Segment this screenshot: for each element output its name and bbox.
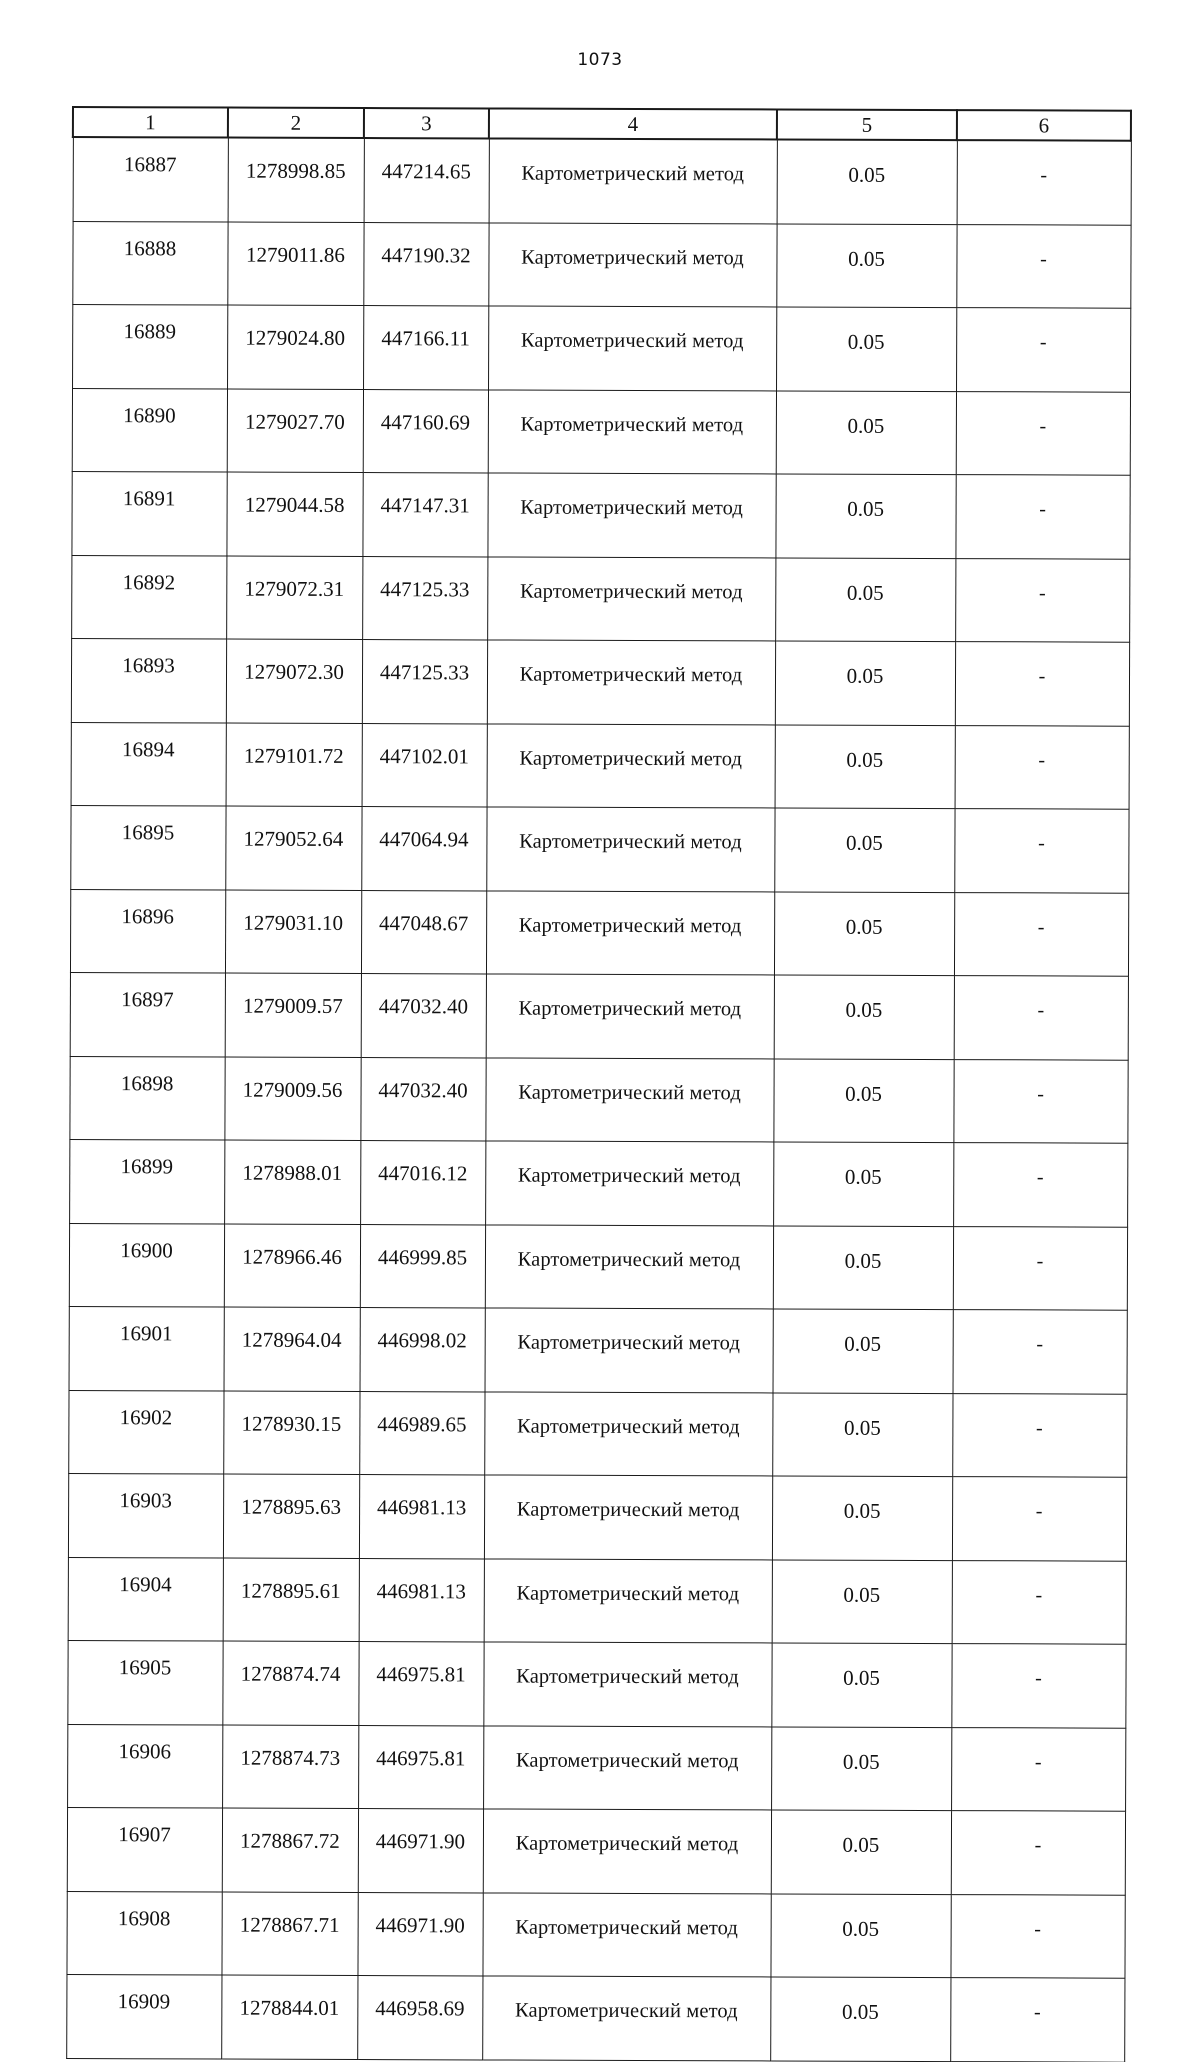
method-cell: Картометрический метод [485,1308,773,1393]
note-cell: - [955,642,1129,726]
table-row [72,305,1130,392]
point-number-cell: 16906 [67,1724,222,1808]
point-number-cell: 16888 [72,221,227,305]
point-number-cell: 16894 [71,722,226,806]
method-cell: Картометрический метод [482,1976,770,2061]
table-row [66,1891,1124,1978]
precision-cell: 0.05 [776,390,956,474]
method-cell: Картометрический метод [488,306,776,391]
precision-cell: 0.05 [774,891,954,975]
table-row [68,1473,1126,1560]
table-row [67,1640,1125,1727]
method-cell: Картометрический метод [484,1558,772,1643]
column-header-6: 6 [957,110,1131,141]
y-coordinate-cell: 447016.12 [360,1141,485,1225]
precision-cell: 0.05 [776,223,956,307]
table-row [71,472,1129,559]
y-coordinate-cell: 446999.85 [360,1224,485,1308]
table-row [71,555,1129,642]
precision-cell: 0.05 [772,1476,952,1560]
point-number-cell: 16908 [66,1891,221,1975]
x-coordinate-cell: 1278867.72 [222,1808,358,1892]
precision-cell: 0.05 [775,724,955,808]
table-row [67,1807,1125,1894]
y-coordinate-cell: 446981.13 [359,1558,484,1642]
x-coordinate-cell: 1278874.73 [222,1725,358,1809]
y-coordinate-cell: 447166.11 [363,306,488,390]
table-header [73,107,1131,141]
point-number-cell: 16903 [68,1473,223,1557]
y-coordinate-cell: 446989.65 [359,1391,484,1475]
y-coordinate-cell: 447125.33 [362,640,487,724]
column-header-2: 2 [228,108,364,138]
table-row [72,221,1130,308]
y-coordinate-cell: 447048.67 [361,890,486,974]
x-coordinate-cell: 1278895.63 [223,1474,359,1558]
column-header-5: 5 [777,109,957,140]
method-cell: Картометрический метод [487,556,775,641]
point-number-cell: 16891 [71,472,226,556]
table-row [70,889,1128,976]
method-cell: Картометрический метод [484,1391,772,1476]
method-cell: Картометрический метод [488,222,776,307]
y-coordinate-cell: 447102.01 [362,723,487,807]
x-coordinate-cell: 1279031.10 [225,890,361,974]
point-number-cell: 16898 [69,1056,224,1140]
note-cell: - [956,308,1130,392]
table-row [73,137,1131,225]
note-cell: - [953,1059,1127,1143]
x-coordinate-cell: 1279052.64 [225,806,361,890]
precision-cell: 0.05 [771,1726,951,1810]
method-cell: Картометрический метод [482,1892,770,1977]
table-row [71,639,1129,726]
precision-cell: 0.05 [772,1392,952,1476]
column-header-4: 4 [489,108,777,139]
point-number-cell: 16887 [73,137,228,222]
table-row [66,1974,1124,2061]
y-coordinate-cell: 446971.90 [358,1809,483,1893]
coordinates-table [65,106,1132,2062]
method-cell: Картометрический метод [485,1141,773,1226]
precision-cell: 0.05 [774,975,954,1059]
point-number-cell: 16902 [68,1390,223,1474]
note-cell: - [950,1978,1124,2062]
point-number-cell: 16904 [68,1557,223,1641]
precision-cell: 0.05 [770,1893,950,1977]
note-cell: - [953,1226,1127,1310]
note-cell: - [953,1143,1127,1227]
precision-cell: 0.05 [773,1142,953,1226]
point-number-cell: 16901 [69,1306,224,1390]
precision-cell: 0.05 [775,474,955,558]
y-coordinate-cell: 447147.31 [362,473,487,557]
table-row [69,1056,1127,1143]
point-number-cell: 16897 [70,972,225,1056]
y-coordinate-cell: 446975.81 [358,1725,483,1809]
point-number-cell: 16899 [69,1139,224,1223]
note-cell: - [956,224,1130,308]
method-cell: Картометрический метод [487,640,775,725]
note-cell: - [952,1393,1126,1477]
precision-cell: 0.05 [771,1810,951,1894]
y-coordinate-cell: 446998.02 [360,1308,485,1392]
x-coordinate-cell: 1278867.71 [221,1892,357,1976]
precision-cell: 0.05 [774,808,954,892]
y-coordinate-cell: 446958.69 [357,1976,482,2060]
y-coordinate-cell: 446981.13 [359,1475,484,1559]
method-cell: Картометрический метод [484,1475,772,1560]
precision-cell: 0.05 [776,307,956,391]
x-coordinate-cell: 1278874.74 [222,1641,358,1725]
x-coordinate-cell: 1278966.46 [224,1224,360,1308]
column-header-3: 3 [364,108,489,138]
precision-cell: 0.05 [773,1058,953,1142]
note-cell: - [951,1727,1125,1811]
page-number: 1073 [577,50,623,70]
note-cell: - [957,140,1131,225]
table-row [69,1139,1127,1226]
method-cell: Картометрический метод [485,1224,773,1309]
table-row [67,1724,1125,1811]
x-coordinate-cell: 1278964.04 [224,1307,360,1391]
note-cell: - [956,391,1130,475]
point-number-cell: 16893 [71,639,226,723]
table-row [72,388,1130,475]
point-number-cell: 16907 [67,1807,222,1891]
method-cell: Картометрический метод [489,138,777,223]
precision-cell: 0.05 [772,1559,952,1643]
x-coordinate-cell: 1279024.80 [227,305,363,389]
x-coordinate-cell: 1279072.31 [226,556,362,640]
y-coordinate-cell: 447032.40 [361,974,486,1058]
y-coordinate-cell: 447032.40 [360,1057,485,1141]
y-coordinate-cell: 447125.33 [362,556,487,640]
point-number-cell: 16905 [67,1640,222,1724]
table-row [71,722,1129,809]
x-coordinate-cell: 1278930.15 [223,1391,359,1475]
table-row [69,1223,1127,1310]
precision-cell: 0.05 [777,139,957,224]
y-coordinate-cell: 446975.81 [358,1642,483,1726]
note-cell: - [955,558,1129,642]
precision-cell: 0.05 [770,1977,950,2061]
point-number-cell: 16909 [66,1974,221,2058]
method-cell: Картометрический метод [485,1057,773,1142]
method-cell: Картометрический метод [487,723,775,808]
method-cell: Картометрический метод [488,389,776,474]
x-coordinate-cell: 1279044.58 [226,472,362,556]
note-cell: - [955,725,1129,809]
method-cell: Картометрический метод [486,890,774,975]
x-coordinate-cell: 1279009.56 [224,1057,360,1141]
table-row [70,805,1128,892]
method-cell: Картометрический метод [486,807,774,892]
column-header-1: 1 [73,107,228,138]
method-cell: Картометрический метод [483,1809,771,1894]
table-row [68,1390,1126,1477]
note-cell: - [954,809,1128,893]
y-coordinate-cell: 447064.94 [361,807,486,891]
method-cell: Картометрический метод [483,1642,771,1727]
note-cell: - [951,1811,1125,1895]
point-number-cell: 16896 [70,889,225,973]
y-coordinate-cell: 446971.90 [357,1892,482,1976]
table-row [69,1306,1127,1393]
table-body [66,137,1131,2062]
x-coordinate-cell: 1279072.30 [226,639,362,723]
y-coordinate-cell: 447160.69 [363,389,488,473]
precision-cell: 0.05 [773,1309,953,1393]
precision-cell: 0.05 [771,1643,951,1727]
table-row [68,1557,1126,1644]
header-row [73,107,1131,141]
table-row [70,972,1128,1059]
point-number-cell: 16889 [72,305,227,389]
x-coordinate-cell: 1278895.61 [223,1558,359,1642]
note-cell: - [952,1560,1126,1644]
x-coordinate-cell: 1278988.01 [224,1140,360,1224]
point-number-cell: 16900 [69,1223,224,1307]
note-cell: - [952,1477,1126,1561]
note-cell: - [954,976,1128,1060]
method-cell: Картометрический метод [483,1725,771,1810]
note-cell: - [950,1894,1124,1978]
point-number-cell: 16895 [70,805,225,889]
method-cell: Картометрический метод [486,974,774,1059]
note-cell: - [955,475,1129,559]
point-number-cell: 16890 [72,388,227,472]
note-cell: - [954,892,1128,976]
x-coordinate-cell: 1279011.86 [227,222,363,306]
x-coordinate-cell: 1278998.85 [228,138,364,222]
x-coordinate-cell: 1279009.57 [225,973,361,1057]
x-coordinate-cell: 1279101.72 [226,723,362,807]
y-coordinate-cell: 447214.65 [364,138,489,222]
note-cell: - [951,1644,1125,1728]
note-cell: - [953,1310,1127,1394]
precision-cell: 0.05 [775,557,955,641]
point-number-cell: 16892 [71,555,226,639]
x-coordinate-cell: 1279027.70 [227,389,363,473]
precision-cell: 0.05 [773,1225,953,1309]
precision-cell: 0.05 [775,641,955,725]
x-coordinate-cell: 1278844.01 [221,1975,357,2059]
method-cell: Картометрический метод [487,473,775,558]
y-coordinate-cell: 447190.32 [363,222,488,306]
